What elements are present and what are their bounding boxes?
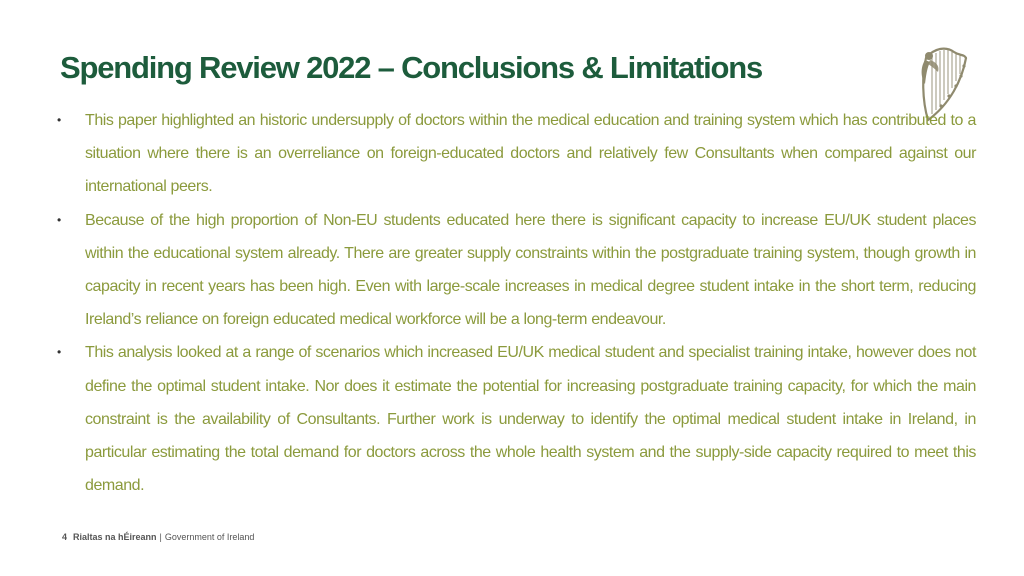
page-number: 4 [62, 532, 68, 542]
bullet-list [0, 104, 1024, 502]
bullet-text: This paper highlighted an historic undersupply of doctors within the medical education and training system which has contributed to a situation where there is an overreliance on foreign-educated doctors and relatively few Consultants when compared against our international peers. [85, 112, 976, 196]
slide-title: Spending Review 2022 – Conclusions & Limitations [60, 50, 763, 85]
footer-separator: | [159, 532, 162, 542]
bullet-marker: • [57, 345, 61, 360]
org-name-english: Government of Ireland [164, 532, 255, 542]
bullet-item [0, 204, 976, 337]
bullet-marker: • [57, 212, 61, 227]
footer [62, 532, 254, 542]
bullet-item [0, 104, 976, 204]
org-name-irish: Rialtas na hÉireann [73, 532, 157, 542]
bullet-text: This analysis looked at a range of scenarios which increased EU/UK medical student and specialist training intake, however does not define the optimal student intake. Nor does it estimate the potential for increasing postgraduate training capacity, for which the main constraint is the availability of Consultants. Further work is underway to identify the optimal medical student intake in Ireland, in particular estimating the total demand for doctors across the whole health system and the supply-side capacity required to meet this demand. [85, 344, 976, 495]
bullet-marker: • [57, 113, 61, 127]
bullet-text: Because of the high proportion of Non-EU students educated here there is significant capacity to increase EU/UK student places within the educational system already. There are greater supply constraints within the postgraduate training system, though growth in capacity in recent years has been high. Even with large-scale increases in medical degree student intake in the short term, reducing Ireland’s reliance on foreign educated medical workforce will be a long-term endeavour. [85, 211, 976, 329]
bullet-item [0, 336, 976, 502]
